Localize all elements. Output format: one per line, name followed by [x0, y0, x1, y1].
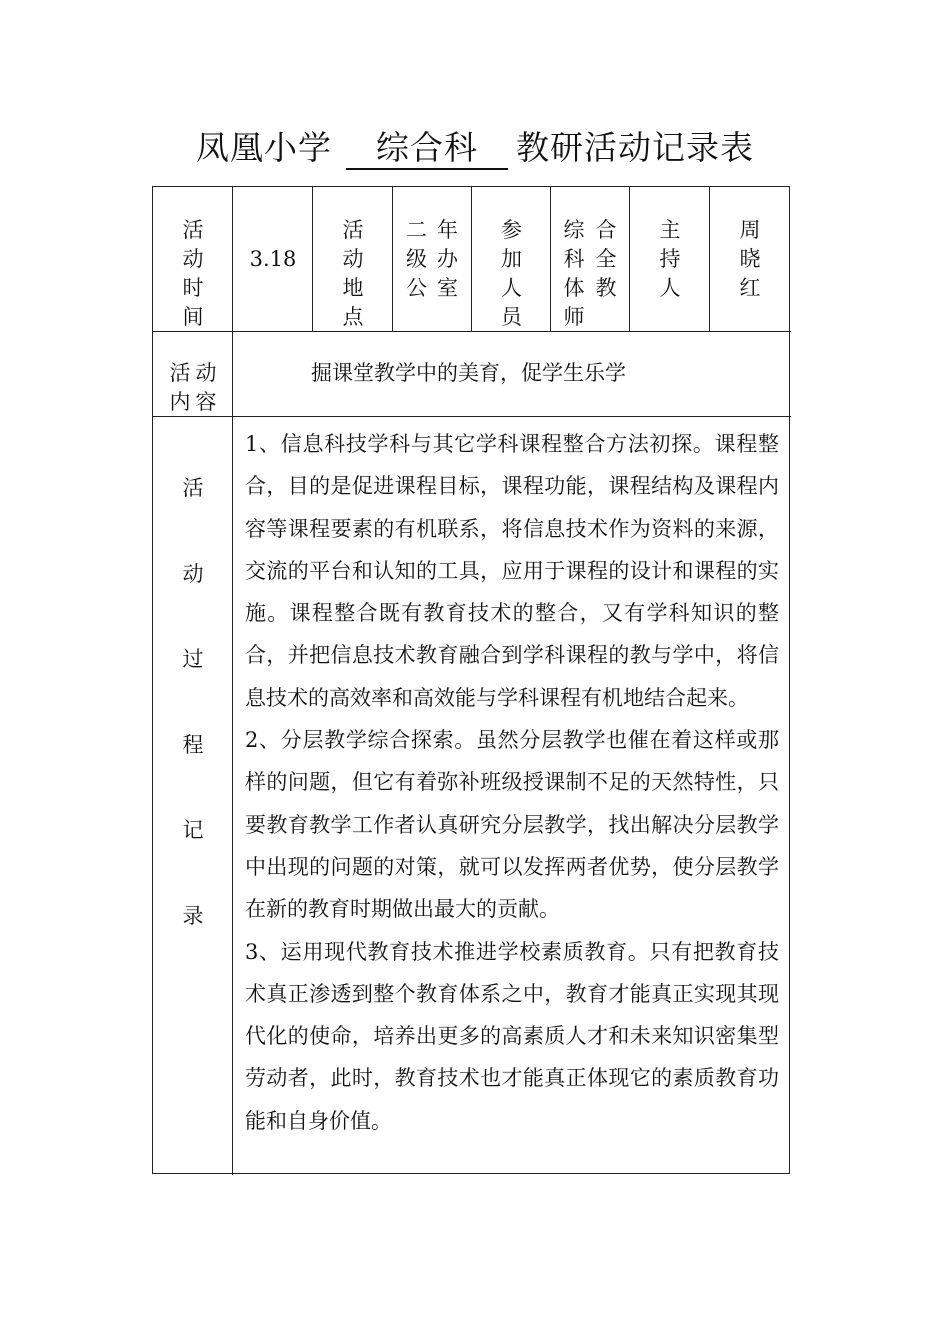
school-name: 凤凰小学	[196, 128, 332, 167]
participants-value: 综 合 科 全 体 教 师	[563, 218, 617, 329]
record-paragraph-3: 3、运用现代教育技术推进学校素质教育。只有把教育技术真正渗透到整个教育体系之中，教育才能真正实现其现代化的使命，培养出更多的高素质人才和未来知识密集型劳动者，此时，教育技术也才能真正体现它的素质教育功能和自身价值。	[245, 939, 779, 1133]
process-record	[245, 423, 779, 1142]
place-value: 二 年 级 办 公 室	[406, 218, 458, 300]
process-label: 活 动 过 程 记 录	[182, 476, 204, 928]
record-paragraph-1: 1、信息科技学科与其它学科课程整合方法初探。课程整合，目的是促进课程目标，课程功能，课程结构及课程内容等课程要素的有机联系，将信息技术作为资料的来源，交流的平台和认知的工具，应用于课程的设计和课程的实施。课程整合既有教育技术的整合，又有学科知识的整合，并把信息技术教育融合到学科课程的教与学中，将信息技术的高效率和高效能与学科课程有机地结合起来。	[245, 432, 779, 710]
host-label: 主 持 人	[659, 218, 681, 300]
form-title	[0, 128, 950, 176]
row-divider-2	[153, 416, 791, 417]
record-table	[152, 186, 790, 1174]
time-label: 活 动 时 间	[182, 218, 204, 329]
form-name: 教研活动记录表	[516, 128, 754, 167]
record-paragraph-2: 2、分层教学综合探索。虽然分层教学也催在着这样或那样的问题，但它有着弥补班级授课制不足的天然特性，只要教育教学工作者认真研究分层教学，找出解决分层教学中出现的问题的对策，就可以发挥两者优势，使分层教学在新的教育时期做出最大的贡献。	[245, 728, 779, 922]
time-value: 3.18	[249, 247, 297, 271]
subject-name: 综合科	[346, 128, 508, 170]
content-value: 掘课堂教学中的美育，促学生乐学	[311, 361, 626, 385]
participants-label: 参 加 人 员	[501, 218, 522, 329]
content-label: 活 动 内 容	[169, 361, 217, 414]
host-value: 周 晓 红	[739, 218, 761, 300]
place-label: 活 动 地 点	[342, 218, 364, 329]
